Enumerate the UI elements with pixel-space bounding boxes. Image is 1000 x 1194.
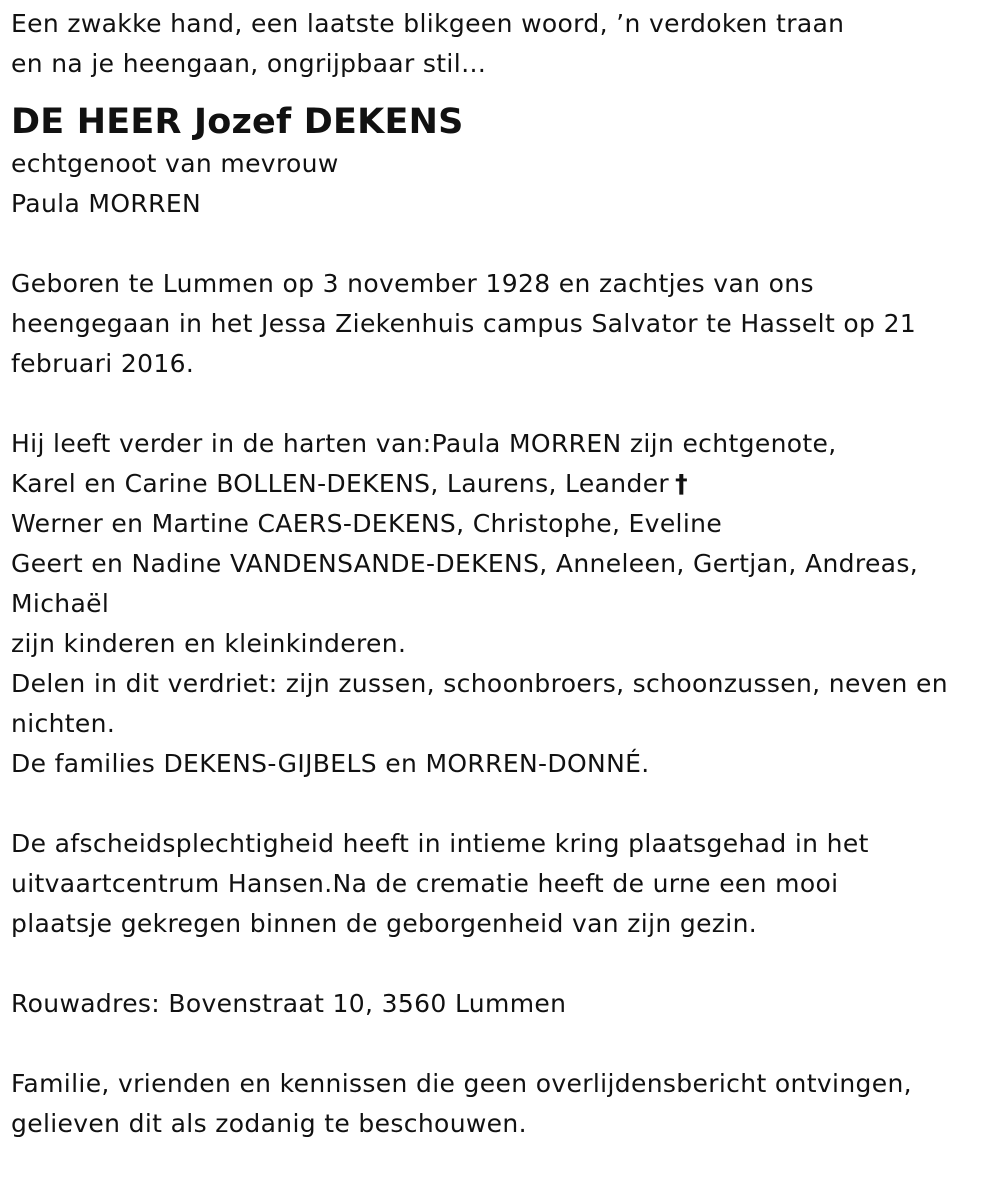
birth-line: heengegaan in het Jessa Ziekenhuis campus Salvator te Hasselt op 21 — [11, 309, 917, 338]
family-line — [11, 464, 1000, 504]
notice-block — [11, 1064, 1000, 1144]
birth-line: februari 2016. — [11, 349, 195, 378]
family-line: zijn kinderen en kleinkinderen. — [11, 629, 407, 658]
obituary-page — [0, 4, 1000, 1194]
family-line: Delen in dit verdriet: zijn zussen, schoonbroers, schoonzussen, neven en — [11, 669, 948, 698]
ceremony-line: De afscheidsplechtigheid heeft in intieme kring plaatsgehad in het — [11, 829, 869, 858]
spouse-block — [11, 144, 1000, 224]
notice-line: gelieven dit als zodanig te beschouwen. — [11, 1109, 527, 1138]
family-line-text: Karel en Carine BOLLEN-DEKENS, Laurens, Leander — [11, 469, 670, 498]
mourning-address: Rouwadres: Bovenstraat 10, 3560 Lummen — [11, 989, 567, 1018]
birth-line: Geboren te Lummen op 3 november 1928 en zachtjes van ons — [11, 269, 814, 298]
ceremony-block — [11, 824, 1000, 944]
cross-icon: † — [675, 469, 688, 498]
poem-line: en na je heengaan, ongrijpbaar stil… — [11, 49, 487, 78]
family-line: De families DEKENS-GIJBELS en MORREN-DONNÉ. — [11, 749, 650, 778]
family-line: Geert en Nadine VANDENSANDE-DEKENS, Anneleen, Gertjan, Andreas, — [11, 549, 919, 578]
poem-line: Een zwakke hand, een laatste blikgeen woord, ’n verdoken traan — [11, 9, 845, 38]
spouse-line: echtgenoot van mevrouw — [11, 149, 339, 178]
ceremony-line: uitvaartcentrum Hansen.Na de crematie heeft de urne een mooi — [11, 869, 839, 898]
poem — [11, 4, 1000, 84]
spouse-name: Paula MORREN — [11, 189, 202, 218]
family-line: nichten. — [11, 709, 116, 738]
family-line: Hij leeft verder in de harten van:Paula MORREN zijn echtgenote, — [11, 429, 837, 458]
birth-death-block — [11, 264, 1000, 384]
ceremony-line: plaatsje gekregen binnen de geborgenheid van zijn gezin. — [11, 909, 758, 938]
notice-line: Familie, vrienden en kennissen die geen overlijdensbericht ontvingen, — [11, 1069, 912, 1098]
family-block — [11, 424, 1000, 784]
family-line: Werner en Martine CAERS-DEKENS, Christophe, Eveline — [11, 509, 723, 538]
family-line: Michaël — [11, 589, 110, 618]
deceased-name: DE HEER Jozef DEKENS — [11, 102, 464, 142]
